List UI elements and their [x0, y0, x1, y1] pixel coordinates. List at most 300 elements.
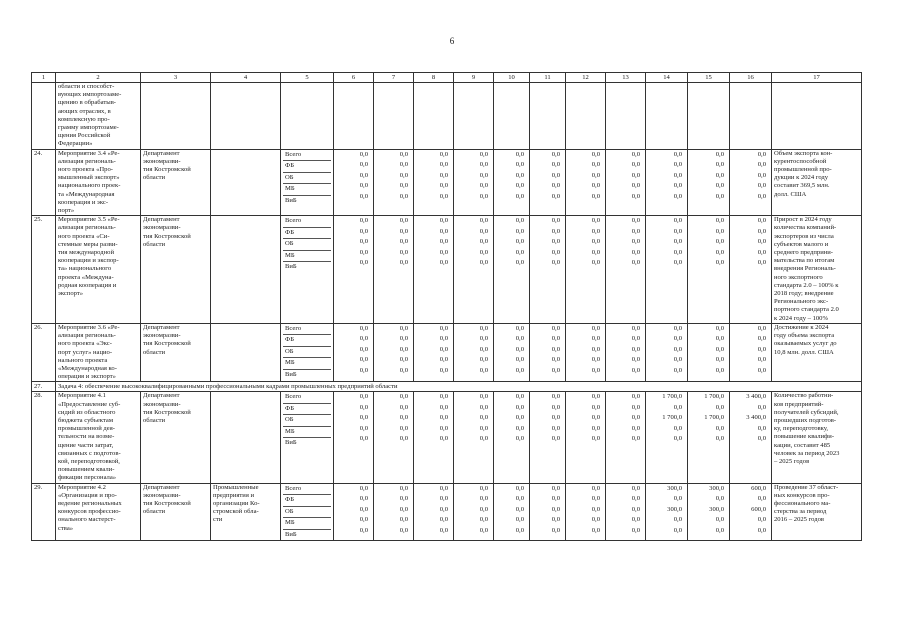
value-cell	[530, 323, 566, 381]
text-line: кации, составит 485	[774, 441, 831, 449]
value-cell	[494, 483, 530, 541]
budget-label: ОБ	[283, 507, 331, 519]
value: 0,0	[757, 403, 766, 411]
value-cell	[730, 483, 772, 541]
value: 0,0	[359, 345, 368, 353]
column-header: 2	[56, 73, 141, 83]
text-line: родная кооперация и	[58, 281, 117, 289]
value: 0,0	[399, 366, 408, 374]
value: 0,0	[673, 150, 682, 158]
value: 0,0	[715, 526, 724, 534]
value-cell	[730, 149, 772, 216]
value: 0,0	[479, 414, 488, 422]
partner	[211, 216, 281, 324]
value: 0,0	[757, 495, 766, 503]
value: 0,0	[591, 324, 600, 332]
text-line: Регионального экс-	[774, 298, 829, 306]
column-header: 8	[414, 73, 454, 83]
value: 0,0	[715, 248, 724, 256]
text-line: области	[143, 416, 166, 424]
value-cell	[374, 149, 414, 216]
value: 0,0	[399, 516, 408, 524]
value-cell	[566, 392, 606, 483]
value-cell	[414, 483, 454, 541]
value: 0,0	[631, 171, 640, 179]
value: 0,0	[591, 356, 600, 364]
value: 0,0	[515, 393, 524, 401]
text-line: щение части затрат,	[58, 441, 114, 449]
page-number: 6	[449, 36, 455, 46]
value: 0,0	[399, 238, 408, 246]
row-number: 27.	[32, 382, 56, 392]
text-line: 2018 году; внедрение	[774, 290, 834, 298]
value-cell	[606, 216, 646, 324]
value-cell	[454, 323, 494, 381]
text-line: Количество работни-	[774, 392, 834, 400]
budget-label: МБ	[283, 251, 331, 263]
column-header: 5	[281, 73, 334, 83]
value-cell	[646, 392, 688, 483]
value: 0,0	[515, 526, 524, 534]
value: 0,0	[479, 356, 488, 364]
text-line: проекта «Междуна-	[58, 273, 114, 281]
executor	[141, 392, 211, 483]
text-line: Мероприятие 3.5 «Ре-	[58, 216, 120, 224]
value: 0,0	[439, 505, 448, 513]
measure-name	[56, 216, 141, 324]
text-line: тия международной	[58, 249, 114, 257]
value: 0,0	[515, 335, 524, 343]
value: 0,0	[359, 393, 368, 401]
text-line: кооперации и экспор-	[58, 257, 119, 265]
value: 0,0	[631, 495, 640, 503]
value: 0,0	[439, 150, 448, 158]
text-line: ализация региональ-	[58, 224, 116, 232]
budget-label: ОБ	[283, 347, 331, 359]
value: 0,0	[757, 171, 766, 179]
value: 0,0	[359, 324, 368, 332]
text-line: тия Костромской	[143, 232, 191, 240]
value: 0,0	[399, 161, 408, 169]
value-cell	[606, 323, 646, 381]
value: 0,0	[715, 324, 724, 332]
text-line: повышением квали-	[58, 466, 115, 474]
value-cell	[530, 216, 566, 324]
value: 0,0	[591, 192, 600, 200]
value: 0,0	[479, 259, 488, 267]
value: 0,0	[439, 424, 448, 432]
value-cell	[334, 323, 374, 381]
value: 0,0	[479, 192, 488, 200]
column-header: 12	[566, 73, 606, 83]
value: 0,0	[359, 238, 368, 246]
value: 0,0	[673, 238, 682, 246]
value: 0,0	[399, 356, 408, 364]
text-line: прошедших подготов-	[774, 416, 837, 424]
budget-label: ОБ	[283, 239, 331, 251]
column-header: 3	[141, 73, 211, 83]
text-line: щению в обрабатыв-	[58, 99, 117, 107]
value: 0,0	[479, 324, 488, 332]
value: 0,0	[591, 171, 600, 179]
value-cell	[566, 323, 606, 381]
value: 0,0	[439, 227, 448, 235]
value: 0,0	[479, 161, 488, 169]
value: 0,0	[479, 227, 488, 235]
value: 3 400,0	[746, 393, 766, 401]
value: 0,0	[673, 366, 682, 374]
value: 0,0	[591, 403, 600, 411]
value-cell	[494, 323, 530, 381]
value: 0,0	[591, 248, 600, 256]
budget-label: Всего	[283, 150, 331, 162]
value-cell	[730, 323, 772, 381]
text-line: долл. США	[774, 190, 807, 198]
value: 0,0	[631, 335, 640, 343]
value: 0,0	[551, 403, 560, 411]
text-line: конкурсов профессио-	[58, 508, 121, 516]
value: 0,0	[551, 356, 560, 364]
budget-label: ОБ	[283, 173, 331, 185]
program-table	[31, 72, 862, 541]
value: 0,0	[715, 335, 724, 343]
value: 0,0	[359, 516, 368, 524]
budget-label: ВиБ	[285, 263, 297, 271]
value: 0,0	[399, 248, 408, 256]
text-line: операция и экспорт»	[58, 373, 116, 381]
text-line: внедрения Региональ-	[774, 265, 836, 273]
value: 0,0	[631, 182, 640, 190]
value: 0,0	[479, 366, 488, 374]
text-line: среднего предприни-	[774, 249, 833, 257]
text-line: году объема экспорта	[774, 332, 835, 340]
empty-cell	[688, 83, 730, 150]
value: 0,0	[631, 356, 640, 364]
value: 0,0	[591, 217, 600, 225]
text-line: «Предоставление суб-	[58, 400, 121, 408]
column-header: 10	[494, 73, 530, 83]
text-line: Мероприятие 3.4 «Ре-	[58, 149, 120, 157]
value: 0,0	[439, 238, 448, 246]
column-header: 15	[688, 73, 730, 83]
value: 0,0	[439, 403, 448, 411]
table-row	[32, 216, 862, 324]
partner	[211, 483, 281, 541]
value-cell	[530, 392, 566, 483]
value: 0,0	[515, 495, 524, 503]
text-line: сидий из областного	[58, 408, 116, 416]
value-cell	[334, 149, 374, 216]
value: 0,0	[439, 259, 448, 267]
text-line: комплексную про-	[58, 115, 110, 123]
value: 0,0	[359, 403, 368, 411]
value: 0,0	[359, 484, 368, 492]
value: 0,0	[399, 150, 408, 158]
column-header: 7	[374, 73, 414, 83]
value: 0,0	[715, 356, 724, 364]
text-line: «Организация и про-	[58, 491, 117, 499]
value: 0,0	[439, 345, 448, 353]
text-line: вующих импортозаме-	[58, 91, 122, 99]
value: 0,0	[551, 161, 560, 169]
value: 0,0	[551, 150, 560, 158]
value: 0,0	[757, 516, 766, 524]
budget-label: ВиБ	[285, 196, 297, 204]
value-cell	[566, 149, 606, 216]
value: 0,0	[551, 192, 560, 200]
empty-cell	[211, 83, 281, 150]
value-cell	[334, 483, 374, 541]
value: 0,0	[551, 484, 560, 492]
value: 1 700,0	[662, 414, 682, 422]
partner	[211, 323, 281, 381]
text-line: тия Костромской	[143, 166, 191, 174]
text-line: экспортеров из числа	[774, 232, 834, 240]
value: 0,0	[479, 484, 488, 492]
budget-source	[281, 392, 334, 483]
text-line: тия Костромской	[143, 499, 191, 507]
budget-label: ВиБ	[285, 439, 297, 447]
value: 0,0	[359, 356, 368, 364]
value: 0,0	[515, 171, 524, 179]
value: 0,0	[591, 414, 600, 422]
value: 0,0	[757, 227, 766, 235]
text-line: тия Костромской	[143, 340, 191, 348]
value: 0,0	[359, 217, 368, 225]
text-line: области	[143, 508, 166, 516]
empty-cell	[606, 83, 646, 150]
value: 0,0	[551, 248, 560, 256]
value: 0,0	[673, 248, 682, 256]
value: 0,0	[715, 227, 724, 235]
value: 0,0	[631, 217, 640, 225]
value: 0,0	[631, 403, 640, 411]
table-row	[32, 483, 862, 541]
value: 0,0	[515, 248, 524, 256]
value: 1 700,0	[704, 414, 724, 422]
value: 0,0	[479, 150, 488, 158]
budget-label: Всего	[283, 216, 331, 228]
value-cell	[688, 323, 730, 381]
value: 0,0	[439, 182, 448, 190]
text-line: тельности на возме-	[58, 433, 115, 441]
value: 0,0	[631, 424, 640, 432]
value: 0,0	[591, 238, 600, 246]
value-cell	[454, 216, 494, 324]
value: 0,0	[515, 484, 524, 492]
budget-label: Всего	[283, 392, 331, 404]
text-line: промышленной про-	[774, 166, 832, 174]
column-header: 4	[211, 73, 281, 83]
value: 600,0	[751, 505, 766, 513]
value: 1 700,0	[662, 393, 682, 401]
text-line: стромской обла-	[213, 508, 259, 516]
value: 300,0	[709, 484, 724, 492]
value: 0,0	[515, 259, 524, 267]
text-line: стандарта 2.0 – 100% к	[774, 281, 839, 289]
text-line: Проведение 37 област-	[774, 483, 839, 491]
value: 0,0	[591, 393, 600, 401]
value: 0,0	[673, 435, 682, 443]
task-row	[32, 382, 862, 392]
text-line: порт»	[58, 207, 75, 215]
value: 0,0	[591, 227, 600, 235]
budget-label: ФБ	[283, 335, 331, 347]
value: 0,0	[673, 217, 682, 225]
column-header: 9	[454, 73, 494, 83]
value: 0,0	[439, 526, 448, 534]
value: 0,0	[715, 182, 724, 190]
value: 300,0	[667, 505, 682, 513]
value: 0,0	[479, 238, 488, 246]
value: 0,0	[439, 366, 448, 374]
value: 0,0	[515, 192, 524, 200]
value: 0,0	[715, 150, 724, 158]
value: 0,0	[757, 345, 766, 353]
value: 0,0	[399, 345, 408, 353]
empty-cell	[494, 83, 530, 150]
text-line: портного стандарта 2.0	[774, 306, 839, 314]
value: 0,0	[439, 248, 448, 256]
value: 0,0	[551, 345, 560, 353]
value: 0,0	[715, 238, 724, 246]
value: 0,0	[439, 356, 448, 364]
value: 0,0	[673, 259, 682, 267]
budget-label: МБ	[283, 358, 331, 370]
value: 600,0	[751, 484, 766, 492]
value: 0,0	[399, 435, 408, 443]
text-line: «Международная ко-	[58, 364, 117, 372]
table-row	[32, 83, 862, 150]
text-line: Мероприятие 3.6 «Ре-	[58, 323, 120, 331]
value: 0,0	[715, 366, 724, 374]
value: 0,0	[399, 424, 408, 432]
empty-cell	[454, 83, 494, 150]
budget-label: ФБ	[283, 404, 331, 416]
text-line: Мероприятие 4.1	[58, 392, 106, 400]
text-line: ков предприятий-	[774, 400, 824, 408]
text-line: Объем экспорта кон-	[774, 149, 833, 157]
value: 0,0	[673, 171, 682, 179]
executor	[141, 149, 211, 216]
value: 0,0	[359, 171, 368, 179]
value: 0,0	[439, 171, 448, 179]
row-number: 26.	[32, 323, 56, 381]
text-line: курентоспособной	[774, 157, 827, 165]
row-number: 28.	[32, 392, 56, 483]
value: 0,0	[399, 403, 408, 411]
row-number: 24.	[32, 149, 56, 216]
value: 0,0	[715, 435, 724, 443]
value: 0,0	[551, 516, 560, 524]
value-cell	[530, 149, 566, 216]
empty-cell	[530, 83, 566, 150]
text-line: оказываемых услуг до	[774, 340, 837, 348]
value-cell	[334, 392, 374, 483]
text-line: фикации персонала»	[58, 474, 117, 482]
column-header: 17	[772, 73, 862, 83]
value: 0,0	[757, 150, 766, 158]
value: 0,0	[715, 403, 724, 411]
value: 0,0	[591, 526, 600, 534]
expected-result	[772, 323, 862, 381]
value: 0,0	[757, 259, 766, 267]
value: 0,0	[551, 335, 560, 343]
text-line: кой, переподготовкой,	[58, 457, 120, 465]
value: 0,0	[631, 484, 640, 492]
value: 0,0	[359, 526, 368, 534]
value: 0,0	[757, 238, 766, 246]
column-header: 16	[730, 73, 772, 83]
text-line: области	[143, 240, 166, 248]
text-line: тия Костромской	[143, 408, 191, 416]
text-line: кооперация и экс-	[58, 198, 109, 206]
value: 0,0	[591, 366, 600, 374]
value: 0,0	[359, 150, 368, 158]
text-line: количества компаний-	[774, 224, 837, 232]
value: 0,0	[757, 324, 766, 332]
text-line: Департамент экономразви-	[143, 483, 181, 499]
text-line: Департамент экономразви-	[143, 216, 181, 232]
empty-cell	[374, 83, 414, 150]
value: 0,0	[631, 516, 640, 524]
value: 0,0	[399, 484, 408, 492]
value: 0,0	[673, 403, 682, 411]
value: 0,0	[479, 335, 488, 343]
value: 0,0	[359, 495, 368, 503]
text-line: 10,8 млн. долл. США	[774, 348, 834, 356]
empty-cell	[730, 83, 772, 150]
text-line: Мероприятие 4.2	[58, 483, 106, 491]
value: 0,0	[399, 495, 408, 503]
value: 0,0	[591, 161, 600, 169]
value: 0,0	[479, 526, 488, 534]
value: 0,0	[515, 345, 524, 353]
value-cell	[530, 483, 566, 541]
value-cell	[454, 149, 494, 216]
text-line: Достижение к 2024	[774, 323, 829, 331]
value: 0,0	[359, 366, 368, 374]
value: 0,0	[359, 192, 368, 200]
budget-source	[281, 149, 334, 216]
empty-cell	[772, 83, 862, 150]
value: 0,0	[399, 259, 408, 267]
value: 0,0	[551, 526, 560, 534]
table-row	[32, 149, 862, 216]
text-line: бюджета субъектам	[58, 416, 113, 424]
value: 0,0	[479, 516, 488, 524]
row-number: 25.	[32, 216, 56, 324]
value: 0,0	[715, 424, 724, 432]
value: 0,0	[673, 526, 682, 534]
value: 0,0	[515, 182, 524, 190]
text-line: национального проек-	[58, 182, 121, 190]
value: 0,0	[757, 182, 766, 190]
expected-result	[772, 392, 862, 483]
value: 0,0	[631, 366, 640, 374]
value: 0,0	[591, 150, 600, 158]
value-cell	[454, 483, 494, 541]
value: 0,0	[591, 484, 600, 492]
text-line: Департамент экономразви-	[143, 392, 181, 408]
text-line: 2016 – 2025 годов	[774, 516, 825, 524]
text-line: Прирост в 2024 году	[774, 216, 832, 224]
budget-label: ОБ	[283, 415, 331, 427]
executor	[141, 216, 211, 324]
value: 0,0	[551, 505, 560, 513]
text-line: ного проекта «Си-	[58, 232, 110, 240]
value: 0,0	[439, 495, 448, 503]
